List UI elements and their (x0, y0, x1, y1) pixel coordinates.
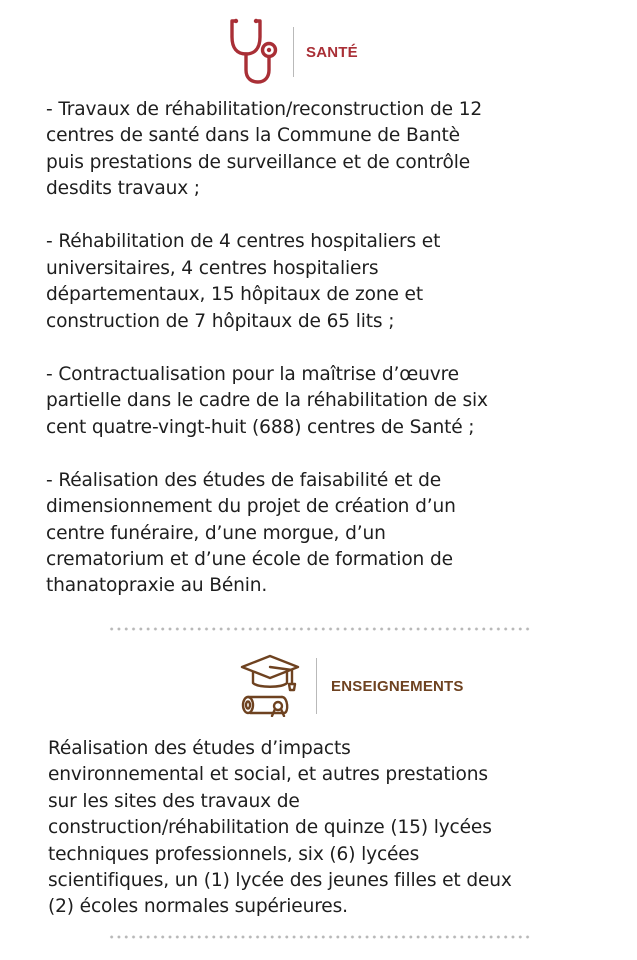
text-line: - Travaux de réhabilitation/reconstruction de 12 (46, 99, 483, 120)
text-line: thanatopraxie au Bénin. (46, 575, 268, 597)
text-line: puis prestations de surveillance et de contrôle (46, 151, 471, 173)
enseignements-section-header (238, 652, 464, 720)
text-line: Réalisation des études d’impacts (48, 738, 351, 759)
sante-paragraph (46, 468, 606, 600)
dotted-divider (108, 934, 532, 940)
graduation-cap-diploma-icon (238, 651, 304, 721)
header-divider (293, 27, 294, 77)
enseignements-paragraph (48, 736, 608, 921)
text-line: desdits travaux ; (46, 178, 200, 200)
dotted-divider (108, 626, 532, 632)
text-line: - Contractualisation pour la maîtrise d’œuvre (46, 363, 459, 385)
sante-title: SANTÉ (306, 43, 358, 61)
text-line: environnemental et social, et autres prestations (48, 764, 488, 786)
text-line: scientifiques, un (1) lycée des jeunes filles et deux (48, 870, 512, 892)
text-line: crematorium et d’une école de formation de (46, 549, 453, 571)
text-line: cent quatre-vingt-huit (688) centres de Santé ; (46, 416, 475, 438)
text-line: centres de santé dans la Commune de Bantè (46, 125, 460, 147)
text-line: centre funéraire, d’une morgue, d’un (46, 522, 386, 544)
sante-section-header (227, 16, 358, 88)
enseignements-content (48, 736, 608, 921)
enseignements-title: ENSEIGNEMENTS (331, 677, 464, 695)
text-line: (2) écoles normales supérieures. (48, 896, 348, 918)
sante-paragraph (46, 362, 606, 441)
text-line: construction de 7 hôpitaux de 65 lits ; (46, 310, 395, 332)
text-line: techniques professionnels, six (6) lycées (48, 843, 420, 865)
stethoscope-icon (227, 15, 279, 89)
text-line: - Réalisation des études de faisabilité et de (46, 469, 442, 491)
sante-paragraph (46, 229, 606, 335)
header-divider (316, 658, 317, 714)
text-line: sur les sites des travaux de (48, 790, 300, 812)
sante-paragraph (46, 97, 606, 203)
text-line: partielle dans le cadre de la réhabilitation de six (46, 390, 488, 412)
sante-content (46, 97, 606, 600)
text-line: universitaires, 4 centres hospitaliers (46, 257, 379, 279)
text-line: - Réhabilitation de 4 centres hospitaliers et (46, 231, 441, 253)
text-line: dimensionnement du projet de création d’un (46, 496, 456, 518)
text-line: départementaux, 15 hôpitaux de zone et (46, 284, 423, 306)
text-line: construction/réhabilitation de quinze (15) lycées (48, 817, 492, 839)
